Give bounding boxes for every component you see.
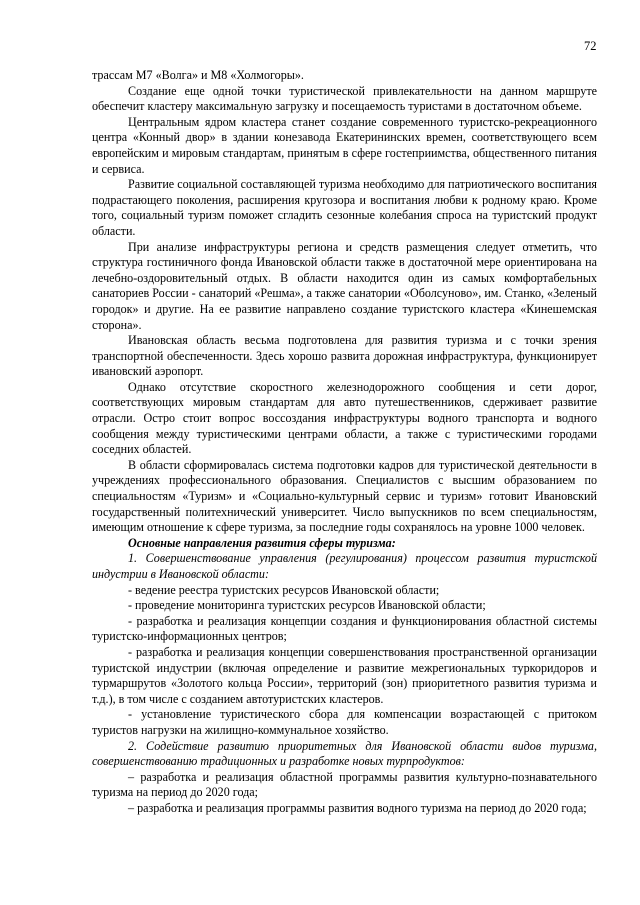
paragraph: В области сформировалась система подготовки кадров для туристической деятельности в учреждениях профессионального образования. Специалистов с высшим образованием по специальностям «Туризм» и «Социально-культурный сервис и туризм» готовит Ивановский государственный политехнический университет. Число выпускников по всем специальностям, имеющим отношение к сфере туризма, за последние годы сохранялось на уровне 1000 человек.	[92, 457, 597, 535]
paragraph: Развитие социальной составляющей туризма необходимо для патриотического воспитания подрастающего поколения, расширения кругозора и воспитания любви к родному краю. Кроме того, социальный туризм поможет сгладить сезонные колебания спроса на туристский продукт области.	[92, 177, 597, 238]
paragraph: - разработка и реализация концепции создания и функционирования областной системы туристско-информационных центров;	[92, 613, 597, 644]
section-heading: Основные направления развития сферы туризма:	[128, 535, 396, 550]
paragraph: Однако отсутствие скоростного железнодорожного сообщения и сети дорог, соответствующих мировым стандартам для авто путешественников, сдерживает развитие отрасли. Остро стоит вопрос воссоздания инфраструктуры водного транспорта и водного сообщения между туристическими центрами области, а также с туристическими городами соседних областей.	[92, 379, 597, 457]
section-heading: 2. Содействие развитию приоритетных для Ивановской области видов туризма, совершенствованию традиционных и разработке новых турпродуктов:	[92, 738, 597, 769]
section-heading: 1. Совершенствование управления (регулирования) процессом развития туристской индустрии в Ивановской области:	[92, 551, 597, 581]
paragraph: Создание еще одной точки туристической привлекательности на данном маршруте обеспечит кластеру максимальную загрузку и посещаемость туристами в достаточном объеме.	[92, 83, 597, 114]
paragraph: - ведение реестра туристских ресурсов Ивановской области;	[128, 582, 440, 597]
page-number: 72	[584, 39, 597, 53]
paragraph: Ивановская область весьма подготовлена для развития туризма и с точки зрения транспортной обеспеченности. Здесь хорошо развита дорожная инфраструктура, функционирует ивановский аэропорт.	[92, 333, 597, 379]
paragraph: – разработка и реализация областной программы развития культурно-познавательного туризма на период до 2020 года;	[92, 769, 597, 800]
paragraph: трассам М7 «Волга» и М8 «Холмогоры».	[92, 68, 304, 82]
paragraph: – разработка и реализация программы развития водного туризма на период до 2020 года;	[128, 800, 587, 815]
paragraph: - проведение мониторинга туристских ресурсов Ивановской области;	[128, 598, 486, 613]
paragraph: - установление туристического сбора для компенсации возрастающей с притоком туристов нагрузки на жилищно-коммунальное хозяйство.	[92, 707, 597, 737]
paragraph: Центральным ядром кластера станет создание современного туристско-рекреационного центра «Конный двор» в здании конезавода Екатерининских времен, соответствующего всем европейским и мировым стандартам, принятым в сфере гостеприимства, общественного питания и сервиса.	[92, 114, 597, 176]
document-body	[92, 68, 597, 817]
paragraph: - разработка и реализация концепции совершенствования пространственной организации туристской индустрии (включая определение и развитие межрегиональных туркоридоров и турмаршрутов «Золотого кольца России», территорий (зон) приоритетного развития туризма и т.д.), в том числе с созданием автотуристских кластеров.	[92, 644, 597, 706]
paragraph: При анализе инфраструктуры региона и средств размещения следует отметить, что структура гостиничного фонда Ивановской области также в достаточной мере ориентирована на лечебно-оздоровительный отдых. В области находится один из самых комфортабельных санаториев России - санаторий «Решма», а также санатории «Оболсуново», им. Станко, «Зеленый городок» и другие. На ее развитие направлено создание туристского кластера «Кинешемская сторона».	[92, 239, 597, 332]
